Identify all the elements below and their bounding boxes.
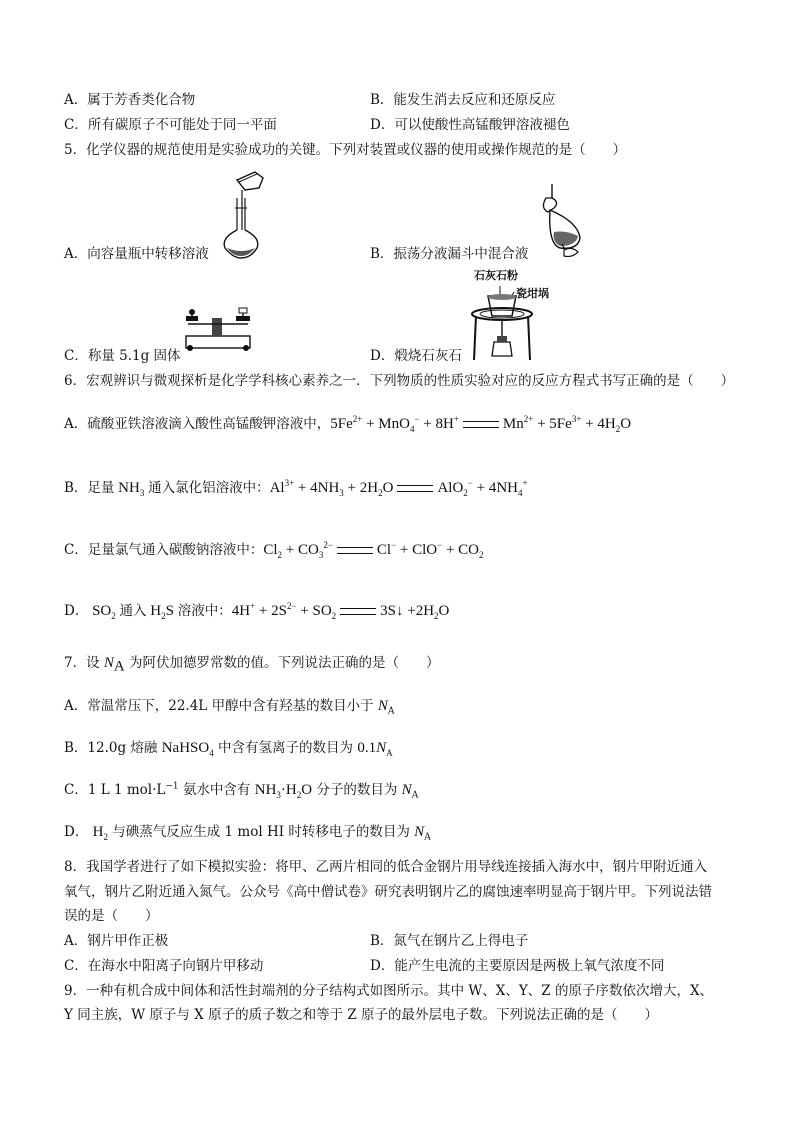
q5-stem: 5．化学仪器的规范使用是实验成功的关键。下列对装置或仪器的使用或操作规范的是（ ）: [64, 142, 627, 158]
q8-stem-line1: 8．我国学者进行了如下模拟实验：将甲、乙两片相同的低合金钢片用导线连接插入海水中，钢片甲附近通入: [64, 859, 708, 875]
q7-option-b: B．12.0g 熔融 NaHSO$_4$ 中含有氢离子的数目为 $0.1N_A$: [64, 740, 393, 758]
q4-option-d: D．可以使酸性高锰酸钾溶液褪色: [370, 117, 570, 133]
q6-option-b: B．足量 $NH_3$ 通入氯化铝溶液中：$Al^{3+} + 4NH_3 + 2H_2O$ $AlO_2^- + 4NH_4^+$: [64, 478, 528, 498]
q9-stem-line2: Y 同主族，W 原子与 X 原子的质子数之和等于 Z 原子的最外层电子数。下列说法正确的是（ ）: [64, 1007, 659, 1023]
balance-figure: [182, 306, 254, 352]
q4-option-c: C．所有碳原子不可能处于同一平面: [64, 117, 277, 133]
q8-option-c: C．在海水中阳离子向钢片甲移动: [64, 958, 264, 974]
q4-option-b: B．能发生消去反应和还原反应: [370, 92, 556, 108]
q6-option-a: A．硫酸亚铁溶液滴入酸性高锰酸钾溶液中，$5Fe^{2+} + MnO_4^- + 8H^+$ $Mn^{2+} + 5Fe^{3+} + 4H_2O$: [64, 414, 632, 434]
q8-option-a: A．钢片甲作正极: [64, 933, 169, 949]
q6-option-c: C．足量氯气通入碳酸钠溶液中：$Cl_2 + CO_3^{2-}$ $Cl^- + ClO^- + CO_2$: [64, 540, 484, 560]
crucible-heating-figure: [468, 282, 540, 362]
q5-option-b: B．振荡分液漏斗中混合液: [370, 246, 529, 262]
q8-stem-line2: 氧气，钢片乙附近通入氮气。公众号《高中僧试卷》研究表明钢片乙的腐蚀速率明显高于钢片甲。下列说法错: [64, 884, 712, 900]
q7-option-a: A．常温常压下，22.4L 甲醇中含有羟基的数目小于 $N_A$: [64, 698, 395, 717]
q6-stem: 6．宏观辨识与微观探析是化学学科核心素养之一．下列物质的性质实验对应的反应方程式书写正确的是（ ）: [64, 373, 735, 389]
q8-option-b: B．氮气在钢片乙上得电子: [370, 933, 529, 949]
q8-stem-line3: 误的是（ ）: [64, 908, 159, 924]
q7-stem: 7．设 $N_A$ 为阿伏加德罗常数的值。下列说法正确的是（ ）: [64, 655, 440, 675]
q5-option-a: A．向容量瓶中转移溶液: [64, 246, 209, 262]
q5-option-d: D．煅烧石灰石: [370, 348, 462, 364]
q7-option-d: D． $H_2$ 与碘蒸气反应生成 1 mol HI 时转移电子的数目为 $N_A$: [64, 824, 431, 843]
q5-option-c: C．称量 5.1g 固体: [64, 348, 181, 364]
q6-option-d: D． $SO_2$ 通入 $H_2S$ 溶液中：$4H^+ + 2S^{2-} + SO_2$ 3S↓ $+2H_2O$: [64, 601, 450, 621]
q8-option-d: D．能产生电流的主要原因是两极上氧气浓度不同: [370, 958, 665, 974]
crucible-label: 瓷坩埚: [516, 287, 549, 300]
limestone-label: 石灰石粉: [474, 269, 518, 282]
q7-option-c: C．1 L 1 $mol\cdot L^{-1}$ 氨水中含有 $NH_3\cdot H_2O$ 分子的数目为 $N_A$: [64, 781, 419, 801]
q9-stem-line1: 9．一种有机合成中间体和活性封端剂的分子结构式如图所示。其中 W、X、Y、Z 的原子序数依次增大，X、: [64, 983, 714, 999]
volumetric-flask-figure: [215, 168, 275, 260]
q4-option-a: A．属于芳香类化合物: [64, 92, 196, 108]
separatory-funnel-figure: [538, 182, 584, 260]
